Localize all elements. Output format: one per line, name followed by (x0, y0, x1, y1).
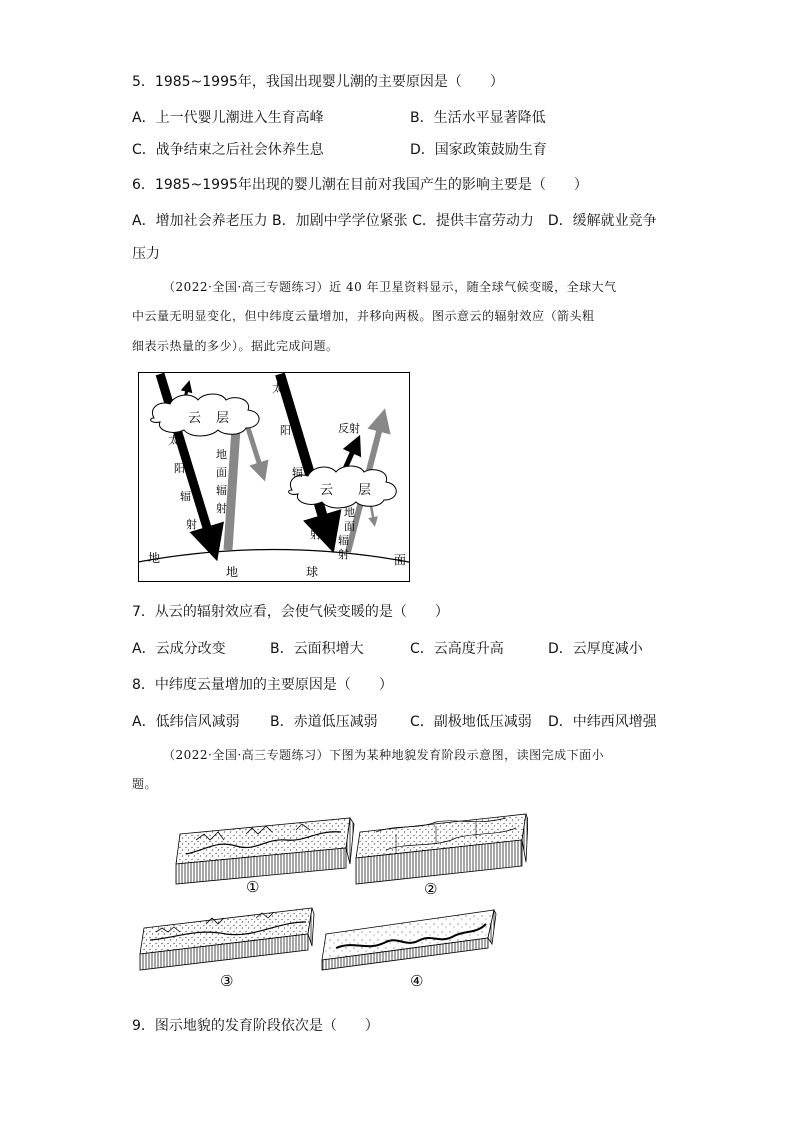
svg-text:辐: 辐 (292, 466, 303, 479)
q6-options-line1: A．增加社会养老压力 B．加剧中学学位紧张 C．提供丰富劳动力 D．缓解就业竞争 (132, 213, 657, 229)
svg-text:地: 地 (148, 551, 161, 565)
passage1-line3: 细表示热量的多少）。据此完成问题。 (132, 339, 339, 353)
q5-option-c: C．战争结束之后社会休养生息 (132, 142, 324, 158)
svg-text:球: 球 (306, 565, 319, 579)
svg-text:地: 地 (226, 565, 239, 579)
stage-label-3: ③ (220, 972, 234, 990)
right-cloud-char-1: 云 (320, 483, 334, 498)
svg-text:地: 地 (344, 506, 355, 519)
q5-option-d: D．国家政策鼓励生育 (410, 142, 547, 158)
q7-option-b: B．云面积增大 (270, 641, 364, 657)
q9-stem: 9．图示地貌的发育阶段依次是（ ） (132, 1018, 379, 1034)
svg-text:面: 面 (344, 520, 355, 533)
svg-text:面: 面 (394, 553, 407, 567)
q7-option-c: C．云高度升高 (410, 641, 504, 657)
svg-text:面: 面 (216, 466, 227, 479)
passage1-line1: （2022·全国·高三专题练习）近 40 年卫星资料显示，随全球气候变暖，全球大气 (163, 280, 617, 294)
svg-text:阳: 阳 (174, 462, 185, 475)
svg-text:射: 射 (338, 548, 349, 561)
landform-block-1 (176, 818, 354, 884)
q7-option-d: D．云厚度减小 (548, 641, 643, 657)
svg-text:辐: 辐 (216, 484, 227, 497)
passage1-line2: 中云量无明显变化，但中纬度云量增加，并移向两极。图示意云的辐射效应（箭头粗 (132, 309, 595, 323)
q8-option-b: B．赤道低压减弱 (270, 714, 378, 730)
q8-stem: 8．中纬度云量增加的主要原因是（ ） (132, 677, 393, 693)
stage-label-4: ④ (410, 972, 424, 990)
landform-block-2 (356, 814, 528, 884)
q7-option-a: A．云成分改变 (132, 641, 226, 657)
stage-label-2: ② (424, 880, 438, 898)
q7-stem: 7．从云的辐射效应看，会使气候变暖的是（ ） (132, 604, 449, 620)
q8-option-c: C．副极地低压减弱 (410, 714, 532, 730)
q5-option-b: B．生活水平显著降低 (410, 110, 546, 126)
q8-option-a: A．低纬信风减弱 (132, 714, 240, 730)
svg-text:太: 太 (168, 434, 179, 447)
q6-options-line2: 压力 (132, 246, 160, 262)
landform-block-4 (322, 910, 496, 970)
q5-option-a: A．上一代婴儿潮进入生育高峰 (132, 110, 324, 126)
passage2-line1: （2022·全国·高三专题练习）下图为某种地貌发育阶段示意图，读图完成下面小 (163, 748, 605, 762)
q6-stem: 6．1985~1995年出现的婴儿潮在目前对我国产生的影响主要是（ ） (132, 177, 588, 193)
svg-text:辐: 辐 (338, 534, 349, 547)
left-cloud-char-1: 云 (188, 411, 202, 426)
svg-text:辐: 辐 (180, 490, 191, 503)
left-cloud-char-2: 层 (216, 411, 230, 426)
svg-text:射: 射 (186, 518, 197, 531)
q8-option-d: D．中纬西风增强 (548, 714, 657, 730)
cloud-radiation-figure (138, 372, 410, 582)
svg-text:射: 射 (216, 502, 227, 515)
svg-text:太: 太 (272, 382, 283, 395)
svg-text:地: 地 (216, 448, 227, 461)
q5-stem: 5．1985~1995年，我国出现婴儿潮的主要原因是（ ） (132, 74, 504, 90)
reflect-label: 反射 (338, 422, 360, 435)
svg-text:阳: 阳 (280, 424, 291, 437)
passage2-line2: 题。 (132, 777, 158, 791)
right-cloud-char-2: 层 (358, 483, 372, 498)
landform-stages-figure (136, 810, 528, 994)
landform-block-3 (140, 908, 314, 970)
svg-text:射: 射 (310, 528, 321, 541)
stage-label-1: ① (246, 878, 260, 896)
